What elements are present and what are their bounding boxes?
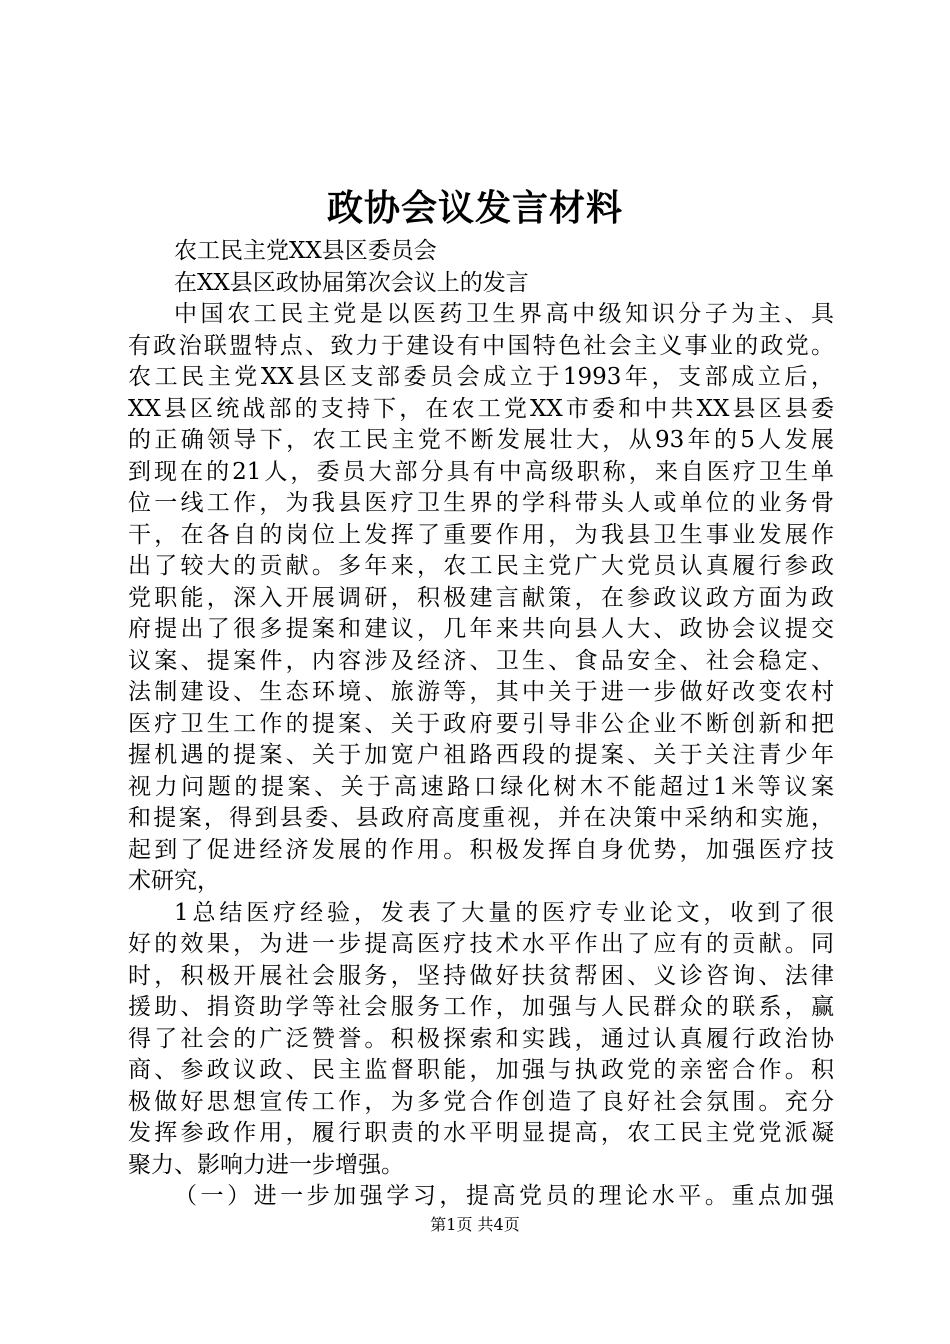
body-line: 法制建设、生态环境、旅游等，其中关于进一步做好改变农村	[128, 679, 834, 705]
body-line: 1总结医疗经验，发表了大量的医疗专业论文，收到了很	[174, 899, 834, 926]
body-line: 农工民主党XX县区委员会	[174, 238, 437, 264]
body-line: 发挥参政作用，履行职责的水平明显提高，农工民主党党派凝	[128, 1120, 834, 1146]
body-line: 出了较大的贡献。多年来，农工民主党广大党员认真履行参政	[128, 553, 834, 579]
body-line: 医疗卫生工作的提案、关于政府要引导非公企业不断创新和把	[128, 710, 834, 737]
body-line: 有政治联盟特点、致力于建设有中国特色社会主义事业的政党。	[128, 332, 834, 359]
body-line: XX县区统战部的支持下，在农工党XX市委和中共XX县区县委	[128, 395, 834, 422]
body-line: 党职能，深入开展调研，积极建言献策，在参政议政方面为政	[128, 584, 834, 611]
body-line: 府提出了很多提案和建议，几年来共向县人大、政协会议提交	[128, 616, 834, 642]
document-title: 政协会议发言材料	[326, 187, 623, 229]
body-line: 到现在的21人，委员大部分具有中高级职称，来自医疗卫生单	[128, 458, 834, 485]
body-line: 时，积极开展社会服务，坚持做好扶贫帮困、义诊咨询、法律	[128, 962, 834, 989]
body-line: 握机遇的提案、关于加宽户祖路西段的提案、关于关注青少年	[128, 742, 834, 768]
body-line: 起到了促进经济发展的作用。积极发挥自身优势，加强医疗技	[128, 836, 834, 863]
body-line: 好的效果，为进一步提高医疗技术水平作出了应有的贡献。同	[128, 931, 834, 957]
body-line: （一）进一步加强学习，提高党员的理论水平。重点加强	[174, 1183, 834, 1209]
body-line: 术研究，	[128, 868, 220, 894]
document-body	[128, 236, 834, 1213]
body-line: 得了社会的广泛赞誉。积极探索和实践，通过认真履行政治协	[128, 1025, 834, 1052]
body-line: 视力问题的提案、关于高速路口绿化树木不能超过1米等议案	[128, 773, 834, 800]
body-line: 农工民主党XX县区支部委员会成立于1993年，支部成立后，	[128, 364, 834, 390]
body-line: 的正确领导下，农工民主党不断发展壮大，从93年的5人发展	[128, 427, 834, 453]
body-line: 在XX县区政协届第次会议上的发言	[174, 269, 529, 296]
body-line: 位一线工作，为我县医疗卫生界的学科带头人或单位的业务骨	[128, 490, 834, 516]
body-line: 极做好思想宣传工作，为多党合作创造了良好社会氛围。充分	[128, 1088, 834, 1115]
page-footer: 第1页 共4页	[430, 1215, 520, 1234]
body-line: 干，在各自的岗位上发挥了重要作用，为我县卫生事业发展作	[128, 521, 834, 548]
body-line: 议案、提案件，内容涉及经济、卫生、食品安全、社会稳定、	[128, 647, 834, 674]
body-line: 中国农工民主党是以医药卫生界高中级知识分子为主、具	[174, 301, 834, 327]
body-line: 聚力、影响力进一步增强。	[128, 1151, 404, 1178]
body-line: 和提案，得到县委、县政府高度重视，并在决策中采纳和实施，	[128, 805, 834, 831]
body-line: 商、参政议政、民主监督职能，加强与执政党的亲密合作。积	[128, 1057, 834, 1083]
body-line: 援助、捐资助学等社会服务工作，加强与人民群众的联系，赢	[128, 994, 834, 1020]
